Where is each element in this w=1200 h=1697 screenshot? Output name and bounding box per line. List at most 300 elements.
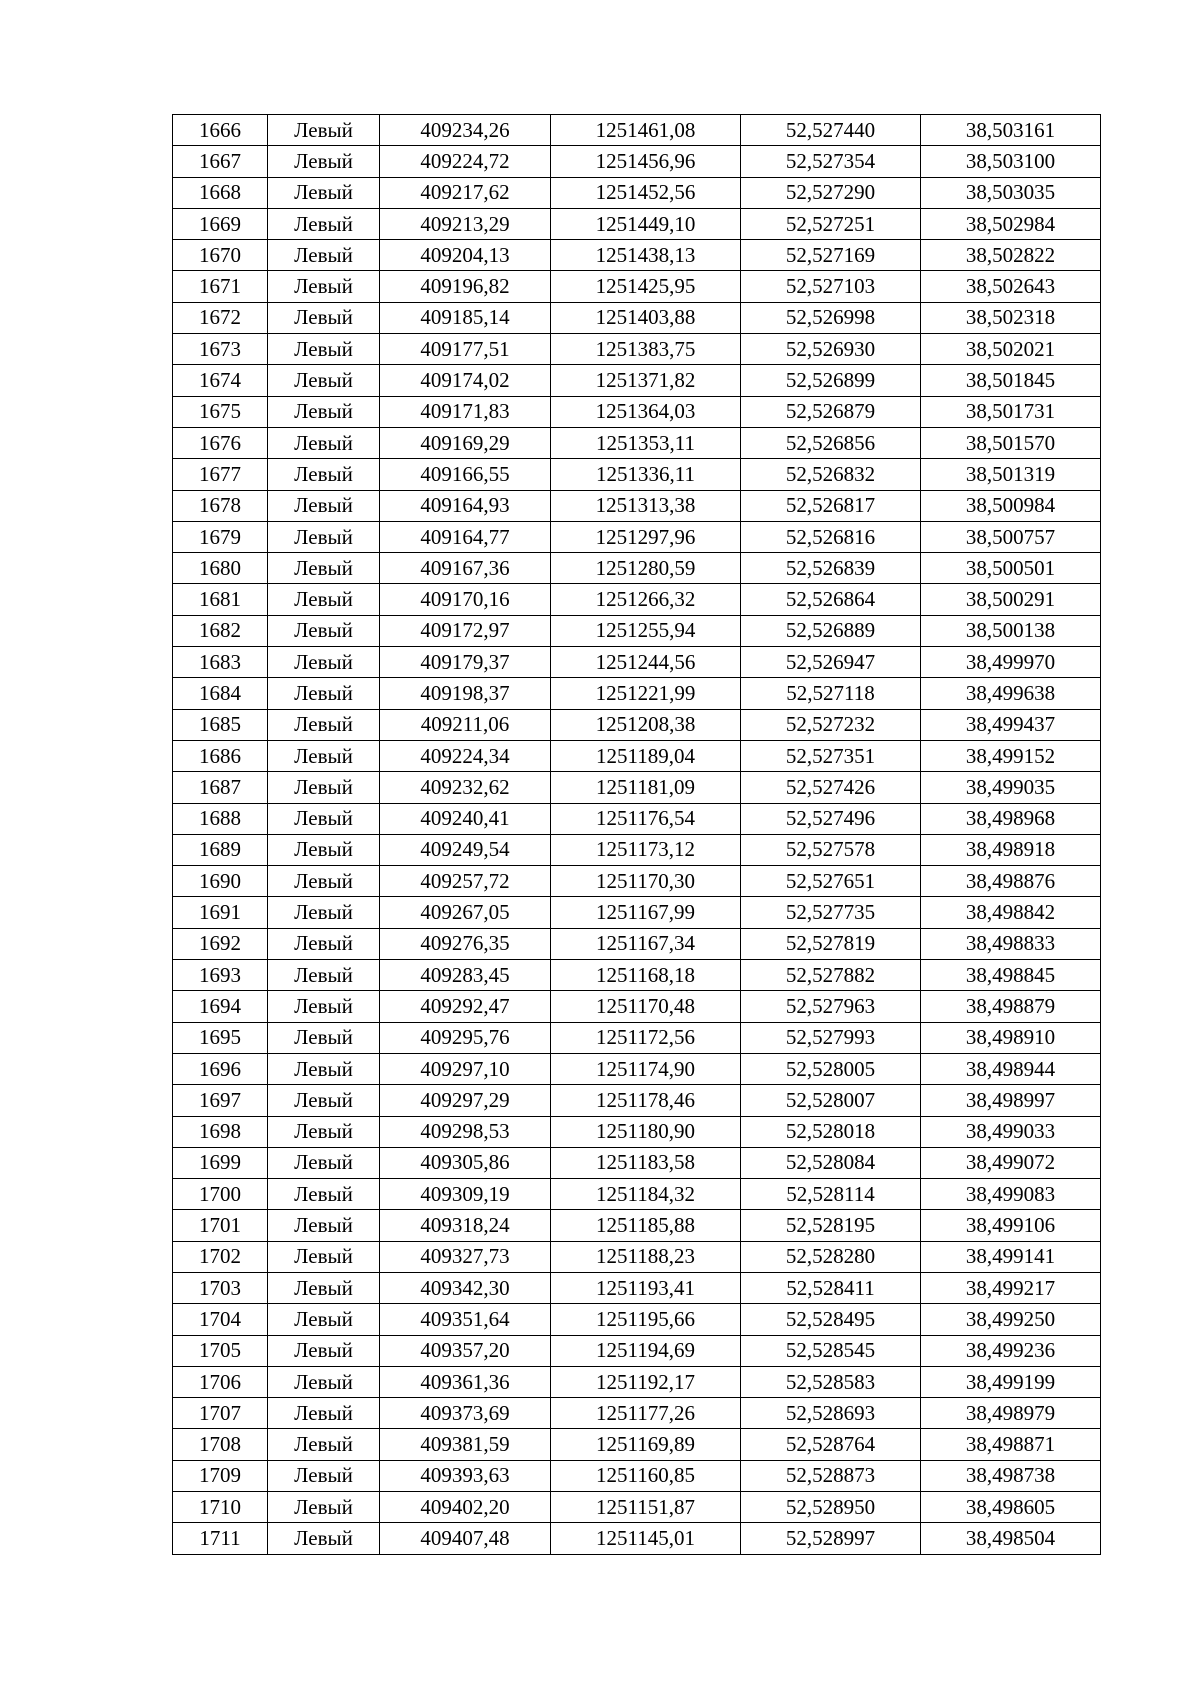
side-cell: Левый (268, 1429, 380, 1460)
longitude-cell: 38,498979 (921, 1398, 1101, 1429)
latitude-cell: 52,527440 (741, 115, 921, 146)
longitude-cell: 38,501570 (921, 427, 1101, 458)
point-number-cell: 1698 (173, 1116, 268, 1147)
longitude-cell: 38,498871 (921, 1429, 1101, 1460)
latitude-cell: 52,527819 (741, 928, 921, 959)
y-coordinate-cell: 1251174,90 (551, 1053, 741, 1084)
point-number-cell: 1678 (173, 490, 268, 521)
longitude-cell: 38,503100 (921, 146, 1101, 177)
longitude-cell: 38,502643 (921, 271, 1101, 302)
coordinates-table (172, 114, 1101, 1555)
latitude-cell: 52,526856 (741, 427, 921, 458)
y-coordinate-cell: 1251167,34 (551, 928, 741, 959)
y-coordinate-cell: 1251194,69 (551, 1335, 741, 1366)
x-coordinate-cell: 409267,05 (380, 897, 551, 928)
latitude-cell: 52,526899 (741, 365, 921, 396)
longitude-cell: 38,498876 (921, 866, 1101, 897)
side-cell: Левый (268, 1335, 380, 1366)
side-cell: Левый (268, 834, 380, 865)
y-coordinate-cell: 1251160,85 (551, 1460, 741, 1491)
table-row (173, 1022, 1101, 1053)
y-coordinate-cell: 1251168,18 (551, 960, 741, 991)
x-coordinate-cell: 409167,36 (380, 553, 551, 584)
latitude-cell: 52,528873 (741, 1460, 921, 1491)
point-number-cell: 1673 (173, 334, 268, 365)
y-coordinate-cell: 1251169,89 (551, 1429, 741, 1460)
y-coordinate-cell: 1251425,95 (551, 271, 741, 302)
side-cell: Левый (268, 866, 380, 897)
point-number-cell: 1671 (173, 271, 268, 302)
side-cell: Левый (268, 960, 380, 991)
y-coordinate-cell: 1251255,94 (551, 615, 741, 646)
point-number-cell: 1706 (173, 1366, 268, 1397)
side-cell: Левый (268, 1523, 380, 1554)
side-cell: Левый (268, 459, 380, 490)
longitude-cell: 38,498605 (921, 1492, 1101, 1523)
longitude-cell: 38,498910 (921, 1022, 1101, 1053)
table-row (173, 1085, 1101, 1116)
latitude-cell: 52,527232 (741, 709, 921, 740)
longitude-cell: 38,498504 (921, 1523, 1101, 1554)
longitude-cell: 38,499035 (921, 772, 1101, 803)
side-cell: Левый (268, 177, 380, 208)
point-number-cell: 1688 (173, 803, 268, 834)
x-coordinate-cell: 409204,13 (380, 240, 551, 271)
point-number-cell: 1668 (173, 177, 268, 208)
side-cell: Левый (268, 240, 380, 271)
point-number-cell: 1690 (173, 866, 268, 897)
table-row (173, 647, 1101, 678)
side-cell: Левый (268, 1304, 380, 1335)
longitude-cell: 38,498997 (921, 1085, 1101, 1116)
table-row (173, 490, 1101, 521)
table-row (173, 1053, 1101, 1084)
side-cell: Левый (268, 1085, 380, 1116)
point-number-cell: 1695 (173, 1022, 268, 1053)
y-coordinate-cell: 1251438,13 (551, 240, 741, 271)
latitude-cell: 52,528018 (741, 1116, 921, 1147)
x-coordinate-cell: 409283,45 (380, 960, 551, 991)
point-number-cell: 1707 (173, 1398, 268, 1429)
y-coordinate-cell: 1251181,09 (551, 772, 741, 803)
x-coordinate-cell: 409381,59 (380, 1429, 551, 1460)
point-number-cell: 1684 (173, 678, 268, 709)
side-cell: Левый (268, 1053, 380, 1084)
x-coordinate-cell: 409174,02 (380, 365, 551, 396)
longitude-cell: 38,500984 (921, 490, 1101, 521)
y-coordinate-cell: 1251145,01 (551, 1523, 741, 1554)
table-row (173, 553, 1101, 584)
side-cell: Левый (268, 709, 380, 740)
point-number-cell: 1672 (173, 302, 268, 333)
table-row (173, 1179, 1101, 1210)
x-coordinate-cell: 409224,34 (380, 740, 551, 771)
longitude-cell: 38,499638 (921, 678, 1101, 709)
longitude-cell: 38,499106 (921, 1210, 1101, 1241)
x-coordinate-cell: 409292,47 (380, 991, 551, 1022)
longitude-cell: 38,499072 (921, 1147, 1101, 1178)
longitude-cell: 38,498968 (921, 803, 1101, 834)
table-row (173, 772, 1101, 803)
longitude-cell: 38,501731 (921, 396, 1101, 427)
point-number-cell: 1709 (173, 1460, 268, 1491)
latitude-cell: 52,527496 (741, 803, 921, 834)
point-number-cell: 1692 (173, 928, 268, 959)
y-coordinate-cell: 1251193,41 (551, 1272, 741, 1303)
side-cell: Левый (268, 740, 380, 771)
latitude-cell: 52,528114 (741, 1179, 921, 1210)
point-number-cell: 1687 (173, 772, 268, 803)
table-row (173, 1116, 1101, 1147)
y-coordinate-cell: 1251403,88 (551, 302, 741, 333)
point-number-cell: 1675 (173, 396, 268, 427)
side-cell: Левый (268, 1179, 380, 1210)
table-row (173, 740, 1101, 771)
point-number-cell: 1705 (173, 1335, 268, 1366)
longitude-cell: 38,499217 (921, 1272, 1101, 1303)
side-cell: Левый (268, 1147, 380, 1178)
side-cell: Левый (268, 365, 380, 396)
point-number-cell: 1674 (173, 365, 268, 396)
y-coordinate-cell: 1251173,12 (551, 834, 741, 865)
table-row (173, 334, 1101, 365)
x-coordinate-cell: 409407,48 (380, 1523, 551, 1554)
point-number-cell: 1693 (173, 960, 268, 991)
latitude-cell: 52,526998 (741, 302, 921, 333)
y-coordinate-cell: 1251383,75 (551, 334, 741, 365)
latitude-cell: 52,527578 (741, 834, 921, 865)
y-coordinate-cell: 1251178,46 (551, 1085, 741, 1116)
side-cell: Левый (268, 146, 380, 177)
x-coordinate-cell: 409169,29 (380, 427, 551, 458)
point-number-cell: 1691 (173, 897, 268, 928)
table-row (173, 302, 1101, 333)
table-row (173, 1492, 1101, 1523)
table-row (173, 678, 1101, 709)
x-coordinate-cell: 409297,10 (380, 1053, 551, 1084)
x-coordinate-cell: 409198,37 (380, 678, 551, 709)
latitude-cell: 52,528545 (741, 1335, 921, 1366)
point-number-cell: 1682 (173, 615, 268, 646)
x-coordinate-cell: 409305,86 (380, 1147, 551, 1178)
x-coordinate-cell: 409402,20 (380, 1492, 551, 1523)
x-coordinate-cell: 409170,16 (380, 584, 551, 615)
x-coordinate-cell: 409249,54 (380, 834, 551, 865)
longitude-cell: 38,498738 (921, 1460, 1101, 1491)
point-number-cell: 1667 (173, 146, 268, 177)
table-row (173, 240, 1101, 271)
latitude-cell: 52,528195 (741, 1210, 921, 1241)
latitude-cell: 52,527426 (741, 772, 921, 803)
side-cell: Левый (268, 1210, 380, 1241)
side-cell: Левый (268, 1366, 380, 1397)
table-row (173, 709, 1101, 740)
x-coordinate-cell: 409318,24 (380, 1210, 551, 1241)
x-coordinate-cell: 409213,29 (380, 208, 551, 239)
longitude-cell: 38,498833 (921, 928, 1101, 959)
table-row (173, 1241, 1101, 1272)
table-row (173, 396, 1101, 427)
point-number-cell: 1679 (173, 521, 268, 552)
longitude-cell: 38,499033 (921, 1116, 1101, 1147)
x-coordinate-cell: 409224,72 (380, 146, 551, 177)
latitude-cell: 52,526832 (741, 459, 921, 490)
longitude-cell: 38,499141 (921, 1241, 1101, 1272)
table-row (173, 271, 1101, 302)
y-coordinate-cell: 1251371,82 (551, 365, 741, 396)
point-number-cell: 1694 (173, 991, 268, 1022)
longitude-cell: 38,501319 (921, 459, 1101, 490)
y-coordinate-cell: 1251336,11 (551, 459, 741, 490)
side-cell: Левый (268, 991, 380, 1022)
x-coordinate-cell: 409232,62 (380, 772, 551, 803)
point-number-cell: 1685 (173, 709, 268, 740)
y-coordinate-cell: 1251244,56 (551, 647, 741, 678)
side-cell: Левый (268, 1116, 380, 1147)
side-cell: Левый (268, 490, 380, 521)
longitude-cell: 38,500291 (921, 584, 1101, 615)
side-cell: Левый (268, 1492, 380, 1523)
latitude-cell: 52,527290 (741, 177, 921, 208)
x-coordinate-cell: 409393,63 (380, 1460, 551, 1491)
longitude-cell: 38,499083 (921, 1179, 1101, 1210)
longitude-cell: 38,500138 (921, 615, 1101, 646)
side-cell: Левый (268, 115, 380, 146)
table-row (173, 1304, 1101, 1335)
point-number-cell: 1676 (173, 427, 268, 458)
table-row (173, 365, 1101, 396)
latitude-cell: 52,526864 (741, 584, 921, 615)
latitude-cell: 52,528280 (741, 1241, 921, 1272)
y-coordinate-cell: 1251195,66 (551, 1304, 741, 1335)
latitude-cell: 52,526879 (741, 396, 921, 427)
x-coordinate-cell: 409179,37 (380, 647, 551, 678)
latitude-cell: 52,527882 (741, 960, 921, 991)
table-row (173, 584, 1101, 615)
x-coordinate-cell: 409196,82 (380, 271, 551, 302)
side-cell: Левый (268, 271, 380, 302)
point-number-cell: 1677 (173, 459, 268, 490)
x-coordinate-cell: 409373,69 (380, 1398, 551, 1429)
y-coordinate-cell: 1251180,90 (551, 1116, 741, 1147)
coordinates-table-body (173, 115, 1101, 1555)
point-number-cell: 1666 (173, 115, 268, 146)
table-row (173, 866, 1101, 897)
latitude-cell: 52,527103 (741, 271, 921, 302)
side-cell: Левый (268, 334, 380, 365)
side-cell: Левый (268, 1272, 380, 1303)
longitude-cell: 38,499199 (921, 1366, 1101, 1397)
x-coordinate-cell: 409164,77 (380, 521, 551, 552)
y-coordinate-cell: 1251266,32 (551, 584, 741, 615)
table-row (173, 1366, 1101, 1397)
y-coordinate-cell: 1251461,08 (551, 115, 741, 146)
side-cell: Левый (268, 1398, 380, 1429)
latitude-cell: 52,528693 (741, 1398, 921, 1429)
latitude-cell: 52,528411 (741, 1272, 921, 1303)
side-cell: Левый (268, 521, 380, 552)
side-cell: Левый (268, 1460, 380, 1491)
y-coordinate-cell: 1251456,96 (551, 146, 741, 177)
x-coordinate-cell: 409166,55 (380, 459, 551, 490)
longitude-cell: 38,500757 (921, 521, 1101, 552)
latitude-cell: 52,527963 (741, 991, 921, 1022)
table-row (173, 615, 1101, 646)
table-row (173, 803, 1101, 834)
side-cell: Левый (268, 803, 380, 834)
table-row (173, 1272, 1101, 1303)
y-coordinate-cell: 1251449,10 (551, 208, 741, 239)
y-coordinate-cell: 1251188,23 (551, 1241, 741, 1272)
x-coordinate-cell: 409276,35 (380, 928, 551, 959)
side-cell: Левый (268, 678, 380, 709)
point-number-cell: 1696 (173, 1053, 268, 1084)
longitude-cell: 38,502984 (921, 208, 1101, 239)
latitude-cell: 52,527351 (741, 740, 921, 771)
side-cell: Левый (268, 647, 380, 678)
y-coordinate-cell: 1251170,48 (551, 991, 741, 1022)
table-row (173, 1523, 1101, 1554)
x-coordinate-cell: 409164,93 (380, 490, 551, 521)
point-number-cell: 1702 (173, 1241, 268, 1272)
latitude-cell: 52,527169 (741, 240, 921, 271)
x-coordinate-cell: 409295,76 (380, 1022, 551, 1053)
point-number-cell: 1670 (173, 240, 268, 271)
y-coordinate-cell: 1251208,38 (551, 709, 741, 740)
table-row (173, 1398, 1101, 1429)
y-coordinate-cell: 1251313,38 (551, 490, 741, 521)
longitude-cell: 38,503161 (921, 115, 1101, 146)
y-coordinate-cell: 1251184,32 (551, 1179, 741, 1210)
x-coordinate-cell: 409217,62 (380, 177, 551, 208)
side-cell: Левый (268, 396, 380, 427)
latitude-cell: 52,526930 (741, 334, 921, 365)
y-coordinate-cell: 1251172,56 (551, 1022, 741, 1053)
point-number-cell: 1710 (173, 1492, 268, 1523)
x-coordinate-cell: 409172,97 (380, 615, 551, 646)
x-coordinate-cell: 409342,30 (380, 1272, 551, 1303)
y-coordinate-cell: 1251452,56 (551, 177, 741, 208)
latitude-cell: 52,528007 (741, 1085, 921, 1116)
longitude-cell: 38,502021 (921, 334, 1101, 365)
table-row (173, 1335, 1101, 1366)
x-coordinate-cell: 409361,36 (380, 1366, 551, 1397)
longitude-cell: 38,498845 (921, 960, 1101, 991)
longitude-cell: 38,502822 (921, 240, 1101, 271)
side-cell: Левый (268, 1241, 380, 1272)
point-number-cell: 1708 (173, 1429, 268, 1460)
table-row (173, 177, 1101, 208)
latitude-cell: 52,528764 (741, 1429, 921, 1460)
latitude-cell: 52,527354 (741, 146, 921, 177)
x-coordinate-cell: 409177,51 (380, 334, 551, 365)
table-row (173, 1210, 1101, 1241)
latitude-cell: 52,527735 (741, 897, 921, 928)
x-coordinate-cell: 409327,73 (380, 1241, 551, 1272)
latitude-cell: 52,526947 (741, 647, 921, 678)
side-cell: Левый (268, 427, 380, 458)
y-coordinate-cell: 1251183,58 (551, 1147, 741, 1178)
latitude-cell: 52,527251 (741, 208, 921, 239)
side-cell: Левый (268, 615, 380, 646)
longitude-cell: 38,499236 (921, 1335, 1101, 1366)
latitude-cell: 52,528084 (741, 1147, 921, 1178)
side-cell: Левый (268, 928, 380, 959)
latitude-cell: 52,527118 (741, 678, 921, 709)
longitude-cell: 38,500501 (921, 553, 1101, 584)
latitude-cell: 52,526839 (741, 553, 921, 584)
latitude-cell: 52,528495 (741, 1304, 921, 1335)
latitude-cell: 52,527993 (741, 1022, 921, 1053)
longitude-cell: 38,499970 (921, 647, 1101, 678)
point-number-cell: 1683 (173, 647, 268, 678)
point-number-cell: 1704 (173, 1304, 268, 1335)
table-row (173, 1147, 1101, 1178)
side-cell: Левый (268, 1022, 380, 1053)
longitude-cell: 38,502318 (921, 302, 1101, 333)
latitude-cell: 52,528583 (741, 1366, 921, 1397)
side-cell: Левый (268, 208, 380, 239)
side-cell: Левый (268, 772, 380, 803)
point-number-cell: 1703 (173, 1272, 268, 1303)
longitude-cell: 38,503035 (921, 177, 1101, 208)
point-number-cell: 1686 (173, 740, 268, 771)
x-coordinate-cell: 409240,41 (380, 803, 551, 834)
y-coordinate-cell: 1251364,03 (551, 396, 741, 427)
x-coordinate-cell: 409351,64 (380, 1304, 551, 1335)
side-cell: Левый (268, 897, 380, 928)
latitude-cell: 52,527651 (741, 866, 921, 897)
point-number-cell: 1669 (173, 208, 268, 239)
y-coordinate-cell: 1251189,04 (551, 740, 741, 771)
y-coordinate-cell: 1251167,99 (551, 897, 741, 928)
latitude-cell: 52,526889 (741, 615, 921, 646)
x-coordinate-cell: 409211,06 (380, 709, 551, 740)
table-row (173, 960, 1101, 991)
longitude-cell: 38,498842 (921, 897, 1101, 928)
longitude-cell: 38,499250 (921, 1304, 1101, 1335)
y-coordinate-cell: 1251297,96 (551, 521, 741, 552)
x-coordinate-cell: 409171,83 (380, 396, 551, 427)
latitude-cell: 52,528005 (741, 1053, 921, 1084)
table-row (173, 208, 1101, 239)
x-coordinate-cell: 409297,29 (380, 1085, 551, 1116)
y-coordinate-cell: 1251192,17 (551, 1366, 741, 1397)
table-row (173, 991, 1101, 1022)
table-row (173, 1460, 1101, 1491)
longitude-cell: 38,499152 (921, 740, 1101, 771)
table-row (173, 115, 1101, 146)
table-row (173, 897, 1101, 928)
x-coordinate-cell: 409309,19 (380, 1179, 551, 1210)
longitude-cell: 38,501845 (921, 365, 1101, 396)
point-number-cell: 1711 (173, 1523, 268, 1554)
table-row (173, 1429, 1101, 1460)
x-coordinate-cell: 409234,26 (380, 115, 551, 146)
point-number-cell: 1680 (173, 553, 268, 584)
point-number-cell: 1700 (173, 1179, 268, 1210)
latitude-cell: 52,528997 (741, 1523, 921, 1554)
table-row (173, 928, 1101, 959)
y-coordinate-cell: 1251170,30 (551, 866, 741, 897)
table-row (173, 834, 1101, 865)
latitude-cell: 52,526816 (741, 521, 921, 552)
latitude-cell: 52,528950 (741, 1492, 921, 1523)
longitude-cell: 38,498944 (921, 1053, 1101, 1084)
table-row (173, 459, 1101, 490)
x-coordinate-cell: 409357,20 (380, 1335, 551, 1366)
x-coordinate-cell: 409185,14 (380, 302, 551, 333)
